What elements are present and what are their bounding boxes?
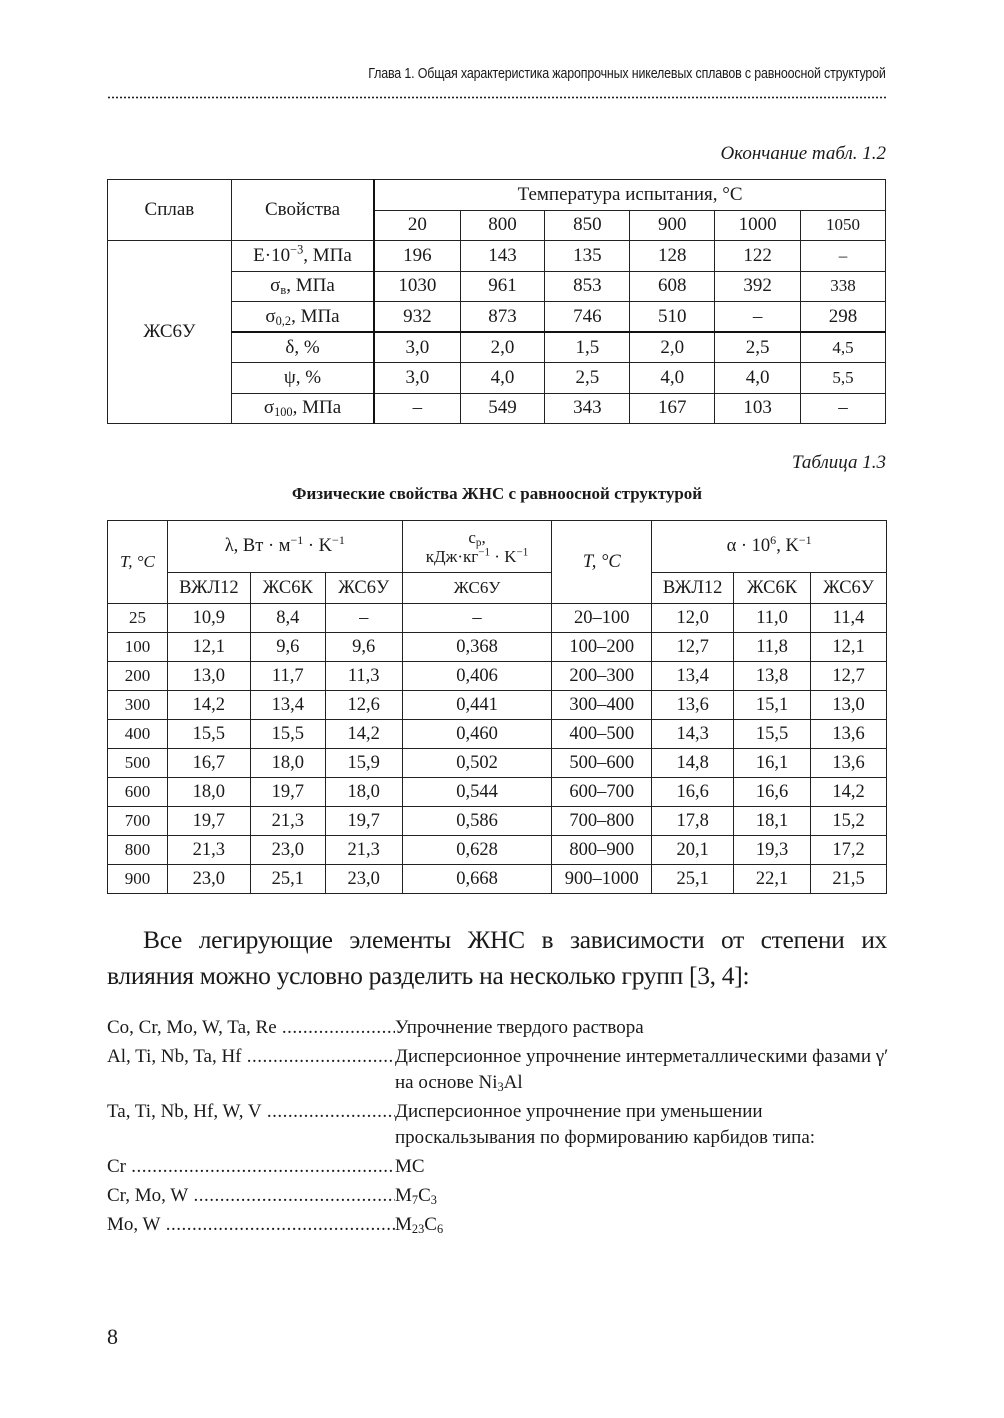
value-cell: 2,0 [630,332,715,363]
value-cell: 12,1 [811,633,887,662]
value-cell: 13,8 [734,662,811,691]
table-row [108,241,886,272]
value-cell: 19,7 [325,807,402,836]
table-row [108,604,887,633]
value-cell: 853 [545,271,630,302]
value-cell: – [801,393,886,424]
value-cell: 549 [460,393,545,424]
value-cell: 0,460 [402,720,552,749]
value-cell: 14,2 [811,778,887,807]
property-cell: ψ, % [231,363,374,394]
value-cell: 12,6 [325,691,402,720]
value-cell: 900–1000 [552,865,652,894]
value-cell: – [715,302,801,333]
value-cell: 15,5 [167,720,250,749]
group-elements: Cr, Mo, W ..... [107,1183,395,1209]
group-effect: Упрочнение твердого раствора [395,1017,644,1038]
value-cell: 22,1 [734,865,811,894]
value-cell: 0,544 [402,778,552,807]
header-properties: Свойства [231,180,374,241]
value-cell: 13,4 [250,691,325,720]
table-row [108,720,887,749]
alpha-alloy-header: ВЖЛ12 [652,573,734,604]
group-item [107,1183,897,1209]
table-1-3 [107,520,887,894]
temp-col: 900 [630,210,715,241]
alpha-alloy-header: ЖС6У [811,573,887,604]
value-cell: 961 [460,271,545,302]
value-cell: 13,0 [167,662,250,691]
dotted-divider [107,96,887,99]
value-cell: 746 [545,302,630,333]
value-cell: 3,0 [374,363,460,394]
value-cell: 16,6 [734,778,811,807]
value-cell: 1,5 [545,332,630,363]
table-row [108,836,887,865]
group-item [107,1044,897,1096]
value-cell: 4,0 [715,363,801,394]
header-t-left: T, °C [108,521,168,604]
table-1-3-title: Физические свойства ЖНС с равноосной структурой [291,484,703,503]
value-cell: 103 [715,393,801,424]
value-cell: 12,7 [652,633,734,662]
group-effect: Дисперсионное упрочнение при уменьшении проскальзывания по формированию карбидов типа: [395,1101,816,1148]
property-cell: δ, % [231,332,374,363]
value-cell: 25,1 [652,865,734,894]
temp-col: 20 [374,210,460,241]
group-elements: Mo, W ..... [107,1212,395,1238]
value-cell: 0,368 [402,633,552,662]
cp-alloy-header: ЖС6У [402,573,552,604]
value-cell: 10,9 [167,604,250,633]
property-cell: $\sigma_в$, МПа [231,271,374,302]
value-cell: 200 [108,662,168,691]
value-cell: 23,0 [167,865,250,894]
group-elements: Ta, Ti, Nb, Hf, W, V ..... [107,1099,395,1151]
header-alpha: $\alpha \cdot 10^6$, $K^{-1}$ [652,521,887,573]
value-cell: 16,7 [167,749,250,778]
table-1-3-caption: Таблица 1.3 [792,452,886,473]
value-cell: 25,1 [250,865,325,894]
value-cell: 21,5 [811,865,887,894]
value-cell: 300 [108,691,168,720]
value-cell: 19,7 [167,807,250,836]
value-cell: 23,0 [325,865,402,894]
value-cell: 11,7 [250,662,325,691]
value-cell: 400–500 [552,720,652,749]
temp-col: 850 [545,210,630,241]
value-cell: 13,0 [811,691,887,720]
value-cell: 13,6 [652,691,734,720]
value-cell: 900 [108,865,168,894]
value-cell: 15,5 [734,720,811,749]
value-cell: – [801,241,886,272]
value-cell: 9,6 [325,633,402,662]
group-elements: Al, Ti, Nb, Ta, Hf ..... [107,1044,395,1096]
header-alloy: Сплав [108,180,232,241]
table-row [108,691,887,720]
group-item [107,1099,897,1151]
group-item [107,1212,897,1238]
value-cell: 800 [108,836,168,865]
value-cell: 16,1 [734,749,811,778]
group-elements: Co, Cr, Mo, W, Ta, Re ..... [107,1015,395,1041]
value-cell: 4,0 [460,363,545,394]
body-paragraph: Все легирующие элементы ЖНС в зависимости от степени их влияния можно условно разделить на несколько групп [3, 4]: [107,925,887,990]
value-cell: 500 [108,749,168,778]
group-elements: Cr ..... [107,1154,395,1180]
value-cell: 15,1 [734,691,811,720]
group-effect: Дисперсионное упрочнение интерметаллическими фазами γ′ на основе $Ni_3Al$ [395,1046,889,1095]
value-cell: 13,4 [652,662,734,691]
table-row [108,662,887,691]
value-cell: 298 [801,302,886,333]
value-cell: 0,586 [402,807,552,836]
value-cell: 196 [374,241,460,272]
value-cell: 18,1 [734,807,811,836]
value-cell: 392 [715,271,801,302]
lambda-alloy-header: ВЖЛ12 [167,573,250,604]
value-cell: 1030 [374,271,460,302]
value-cell: 2,5 [545,363,630,394]
alpha-alloy-header: ЖС6К [734,573,811,604]
value-cell: 25 [108,604,168,633]
value-cell: 12,1 [167,633,250,662]
lambda-alloy-header: ЖС6К [250,573,325,604]
table-row [108,865,887,894]
property-cell: $\sigma_{100}$, МПа [231,393,374,424]
group-effect: $M_7C_3$ [395,1185,437,1208]
value-cell: 500–600 [552,749,652,778]
value-cell: – [325,604,402,633]
alloy-cell: ЖС6У [108,241,232,424]
alloying-groups-list [107,1015,897,1241]
table-row [108,778,887,807]
value-cell: 15,2 [811,807,887,836]
value-cell: 15,5 [250,720,325,749]
value-cell: 4,0 [630,363,715,394]
header-lambda: λ, Вт · $м^{-1} \cdot K^{-1}$ [167,521,402,573]
value-cell: 20,1 [652,836,734,865]
value-cell: 932 [374,302,460,333]
value-cell: 338 [801,271,886,302]
running-head: Глава 1. Общая характеристика жаропрочных никелевых сплавов с равноосной структурой [368,66,886,82]
value-cell: 600–700 [552,778,652,807]
header-cp: $c_p$, $кДж\cdot кг^{-1} \cdot K^{-1}$ [402,521,552,573]
value-cell: 21,3 [325,836,402,865]
value-cell: 18,0 [325,778,402,807]
value-cell: 15,9 [325,749,402,778]
value-cell: – [374,393,460,424]
value-cell: 0,628 [402,836,552,865]
value-cell: 800–900 [552,836,652,865]
value-cell: 4,5 [801,332,886,363]
value-cell: 608 [630,271,715,302]
group-effect: MC [395,1156,425,1177]
value-cell: 21,3 [250,807,325,836]
value-cell: 16,6 [652,778,734,807]
value-cell: 17,8 [652,807,734,836]
value-cell: 13,6 [811,749,887,778]
value-cell: 135 [545,241,630,272]
value-cell: 11,3 [325,662,402,691]
value-cell: 167 [630,393,715,424]
property-cell: $E\cdot 10^{-3}$, МПа [231,241,374,272]
value-cell: 510 [630,302,715,333]
table-row [108,633,887,662]
value-cell: 14,2 [167,691,250,720]
value-cell: 20–100 [552,604,652,633]
value-cell: 600 [108,778,168,807]
header-t-right: T, °C [552,521,652,604]
value-cell: 17,2 [811,836,887,865]
value-cell: 14,8 [652,749,734,778]
value-cell: 343 [545,393,630,424]
value-cell: 0,502 [402,749,552,778]
value-cell: 2,5 [715,332,801,363]
table-1-2-caption: Окончание табл. 1.2 [720,143,886,164]
value-cell: 19,3 [734,836,811,865]
value-cell: 100 [108,633,168,662]
table-row [108,749,887,778]
value-cell: 0,406 [402,662,552,691]
group-item [107,1015,897,1041]
value-cell: 128 [630,241,715,272]
value-cell: 18,0 [250,749,325,778]
value-cell: 12,7 [811,662,887,691]
value-cell: 14,2 [325,720,402,749]
value-cell: 12,0 [652,604,734,633]
value-cell: 18,0 [167,778,250,807]
value-cell: 100–200 [552,633,652,662]
value-cell: 19,7 [250,778,325,807]
group-item [107,1154,897,1180]
value-cell: 0,668 [402,865,552,894]
header-temperature: Температура испытания, °С [374,180,885,211]
value-cell: 13,6 [811,720,887,749]
value-cell: 21,3 [167,836,250,865]
value-cell: 11,8 [734,633,811,662]
lambda-alloy-header: ЖС6У [325,573,402,604]
value-cell: 873 [460,302,545,333]
property-cell: $\sigma_{0,2}$, МПа [231,302,374,333]
temp-col: 1000 [715,210,801,241]
value-cell: 400 [108,720,168,749]
value-cell: 8,4 [250,604,325,633]
value-cell: 9,6 [250,633,325,662]
table-row [108,807,887,836]
value-cell: 14,3 [652,720,734,749]
temp-col: 800 [460,210,545,241]
value-cell: – [402,604,552,633]
value-cell: 700 [108,807,168,836]
value-cell: 122 [715,241,801,272]
value-cell: 300–400 [552,691,652,720]
value-cell: 11,4 [811,604,887,633]
temp-col: 1050 [801,210,886,241]
value-cell: 700–800 [552,807,652,836]
page-number: 8 [107,1324,118,1349]
value-cell: 0,441 [402,691,552,720]
value-cell: 2,0 [460,332,545,363]
value-cell: 11,0 [734,604,811,633]
value-cell: 200–300 [552,662,652,691]
value-cell: 23,0 [250,836,325,865]
group-effect: $M_{23}C_6$ [395,1214,444,1237]
value-cell: 3,0 [374,332,460,363]
value-cell: 5,5 [801,363,886,394]
value-cell: 143 [460,241,545,272]
table-1-2 [107,179,886,424]
